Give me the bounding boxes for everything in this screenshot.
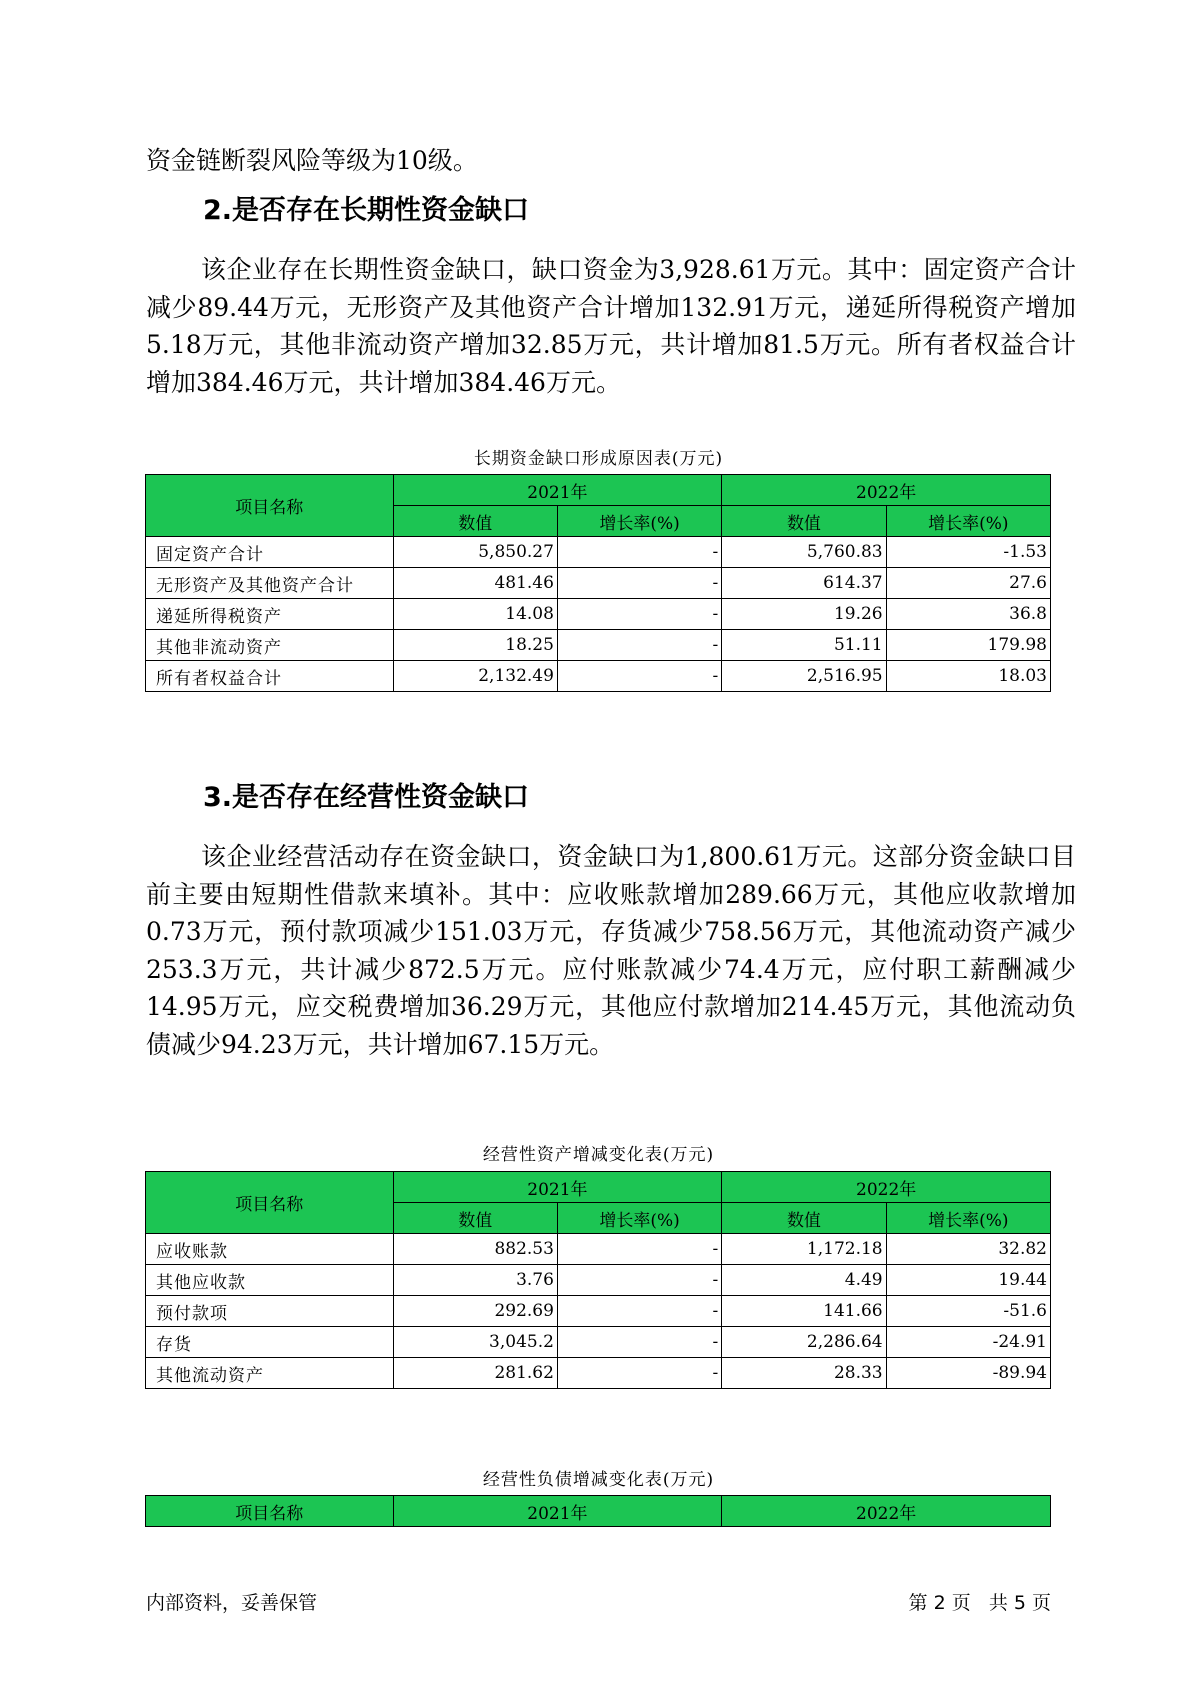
row-rate-2022: -51.6 xyxy=(886,1296,1050,1327)
row-rate-2021: - xyxy=(557,599,721,630)
row-value-2021: 14.08 xyxy=(393,599,557,630)
section2-heading: 2.是否存在长期性资金缺口 xyxy=(203,195,530,226)
row-rate-2022: -89.94 xyxy=(886,1358,1050,1389)
row-value-2021: 5,850.27 xyxy=(393,537,557,568)
operating-assets-table xyxy=(145,1171,1051,1389)
row-rate-2022: -1.53 xyxy=(886,537,1050,568)
table3-caption: 经营性负债增减变化表(万元) xyxy=(482,1470,715,1490)
row-name: 存货 xyxy=(146,1327,394,1358)
row-rate-2021: - xyxy=(557,1358,721,1389)
row-name: 固定资产合计 xyxy=(146,537,394,568)
table-row xyxy=(146,1358,1051,1389)
row-value-2022: 51.11 xyxy=(722,630,886,661)
row-rate-2022: 32.82 xyxy=(886,1234,1050,1265)
row-value-2021: 882.53 xyxy=(393,1234,557,1265)
table1-header-rate-2021: 增长率(%) xyxy=(557,506,721,537)
row-name: 递延所得税资产 xyxy=(146,599,394,630)
table2-caption: 经营性资产增减变化表(万元) xyxy=(482,1145,715,1165)
row-value-2022: 2,516.95 xyxy=(722,661,886,692)
table1-caption: 长期资金缺口形成原因表(万元) xyxy=(473,449,724,469)
section3-paragraph: 该企业经营活动存在资金缺口，资金缺口为1,800.61万元。这部分资金缺口目前主要由短期性借款来填补。其中：应收账款增加289.66万元，其他应收款增加0.73万元，预付款项减少151.03万元，存货减少758.56万元，其他流动资产减少253.3万元，共计减少872.5万元。应付账款减少74.4万元，应付职工薪酬减少14.95万元，应交税费增加36.29万元，其他应付款增加214.45万元，其他流动负债减少94.23万元，共计增加67.15万元。 xyxy=(146,842,1076,1059)
row-rate-2022: 36.8 xyxy=(886,599,1050,630)
table2-header-rate-2022: 增长率(%) xyxy=(886,1203,1050,1234)
table3-header-name: 项目名称 xyxy=(146,1496,394,1527)
row-rate-2022: 27.6 xyxy=(886,568,1050,599)
table1-header-value-2022: 数值 xyxy=(722,506,886,537)
section2-paragraph: 该企业存在长期性资金缺口，缺口资金为3,928.61万元。其中：固定资产合计减少89.44万元，无形资产及其他资产合计增加132.91万元，递延所得税资产增加5.18万元，其他非流动资产增加32.85万元，共计增加81.5万元。所有者权益合计增加384.46万元，共计增加384.46万元。 xyxy=(146,255,1076,397)
row-value-2022: 5,760.83 xyxy=(722,537,886,568)
table3-header-2022: 2022年 xyxy=(722,1496,1051,1527)
long-term-gap-table xyxy=(145,474,1051,692)
row-rate-2021: - xyxy=(557,1327,721,1358)
row-name: 其他非流动资产 xyxy=(146,630,394,661)
table-row xyxy=(146,661,1051,692)
row-value-2022: 4.49 xyxy=(722,1265,886,1296)
row-value-2021: 281.62 xyxy=(393,1358,557,1389)
row-value-2022: 614.37 xyxy=(722,568,886,599)
row-value-2022: 28.33 xyxy=(722,1358,886,1389)
table2-header-rate-2021: 增长率(%) xyxy=(557,1203,721,1234)
row-name: 其他流动资产 xyxy=(146,1358,394,1389)
table2-header-2022: 2022年 xyxy=(722,1172,1051,1203)
row-value-2021: 2,132.49 xyxy=(393,661,557,692)
row-rate-2021: - xyxy=(557,1265,721,1296)
footer-confidential-note: 内部资料，妥善保管 xyxy=(146,1592,318,1614)
row-value-2022: 19.26 xyxy=(722,599,886,630)
table2-header-value-2022: 数值 xyxy=(722,1203,886,1234)
row-rate-2021: - xyxy=(557,1296,721,1327)
table-row xyxy=(146,1265,1051,1296)
table-row xyxy=(146,599,1051,630)
row-rate-2021: - xyxy=(557,537,721,568)
table1-header-2022: 2022年 xyxy=(722,475,1051,506)
table-row xyxy=(146,537,1051,568)
table-row xyxy=(146,630,1051,661)
table1-header-rate-2022: 增长率(%) xyxy=(886,506,1050,537)
footer-page-number: 第 2 页 共 5 页 xyxy=(908,1592,1051,1614)
row-rate-2022: 179.98 xyxy=(886,630,1050,661)
table1-header-value-2021: 数值 xyxy=(393,506,557,537)
row-name: 所有者权益合计 xyxy=(146,661,394,692)
row-name: 预付款项 xyxy=(146,1296,394,1327)
operating-liabilities-table xyxy=(145,1495,1051,1527)
table-row xyxy=(146,1296,1051,1327)
table2-header-2021: 2021年 xyxy=(393,1172,722,1203)
row-value-2021: 3,045.2 xyxy=(393,1327,557,1358)
row-rate-2022: 18.03 xyxy=(886,661,1050,692)
row-value-2021: 18.25 xyxy=(393,630,557,661)
table1-header-name: 项目名称 xyxy=(146,475,394,537)
row-rate-2021: - xyxy=(557,661,721,692)
row-rate-2021: - xyxy=(557,630,721,661)
table-row xyxy=(146,568,1051,599)
table-row xyxy=(146,1327,1051,1358)
row-value-2021: 3.76 xyxy=(393,1265,557,1296)
row-rate-2021: - xyxy=(557,1234,721,1265)
row-rate-2022: -24.91 xyxy=(886,1327,1050,1358)
table2-header-name: 项目名称 xyxy=(146,1172,394,1234)
row-rate-2021: - xyxy=(557,568,721,599)
row-name: 其他应收款 xyxy=(146,1265,394,1296)
table-row xyxy=(146,1234,1051,1265)
section3-heading: 3.是否存在经营性资金缺口 xyxy=(203,782,530,813)
row-name: 无形资产及其他资产合计 xyxy=(146,568,394,599)
row-name: 应收账款 xyxy=(146,1234,394,1265)
row-value-2022: 1,172.18 xyxy=(722,1234,886,1265)
row-value-2022: 2,286.64 xyxy=(722,1327,886,1358)
row-rate-2022: 19.44 xyxy=(886,1265,1050,1296)
intro-tail-text: 资金链断裂风险等级为10级。 xyxy=(146,146,478,175)
table1-header-2021: 2021年 xyxy=(393,475,722,506)
row-value-2022: 141.66 xyxy=(722,1296,886,1327)
row-value-2021: 292.69 xyxy=(393,1296,557,1327)
row-value-2021: 481.46 xyxy=(393,568,557,599)
table3-header-2021: 2021年 xyxy=(393,1496,722,1527)
table2-header-value-2021: 数值 xyxy=(393,1203,557,1234)
